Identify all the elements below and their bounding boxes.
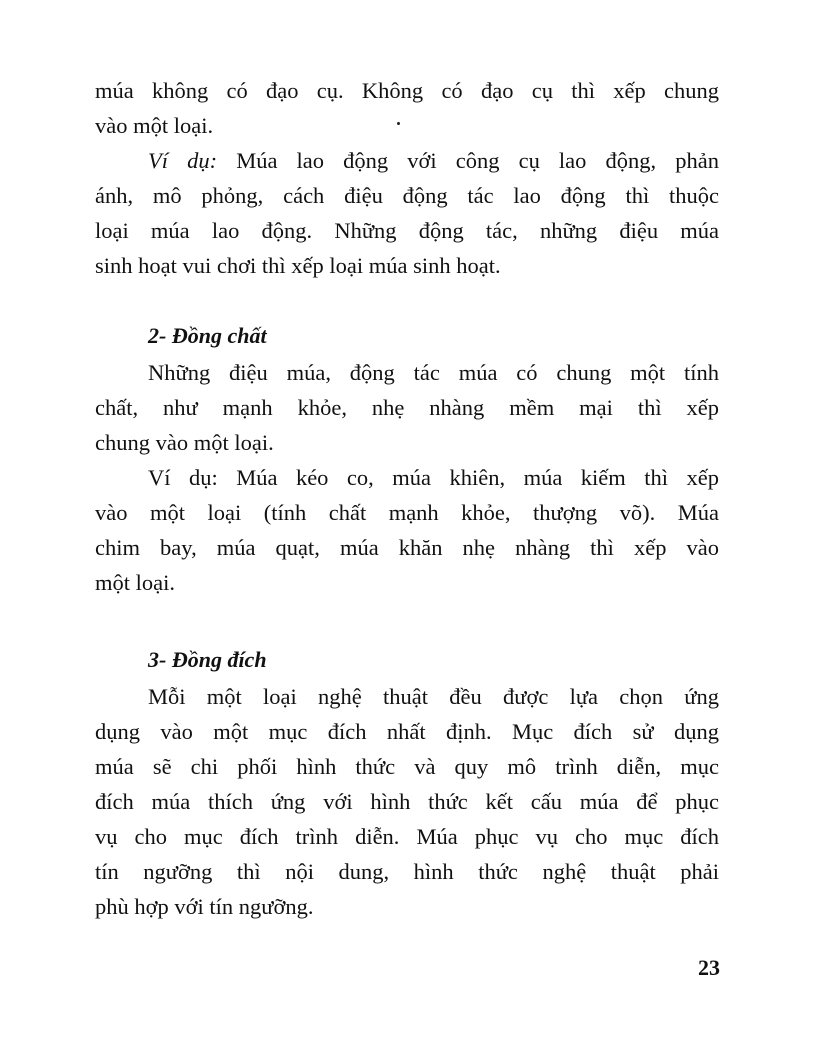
page-body <box>95 73 719 924</box>
paragraph <box>95 679 719 924</box>
text-line: chim bay, múa quạt, múa khăn nhẹ nhàng thì xếp vào <box>95 535 719 560</box>
text-line: ánh, mô phỏng, cách điệu động tác lao động thì thuộc <box>95 183 719 208</box>
text-line: tín ngưỡng thì nội dung, hình thức nghệ thuật phải <box>95 859 719 884</box>
section-heading: 3- Đồng đích <box>148 647 267 672</box>
text-line: Những điệu múa, động tác múa có chung một tính <box>148 360 719 385</box>
text-line: một loại. <box>95 570 175 595</box>
text-line: vào một loại. <box>95 113 214 138</box>
example-lead: Ví dụ: <box>148 148 218 173</box>
text-line: múa không có đạo cụ. Không có đạo cụ thì xếp chung <box>95 78 719 103</box>
text-line: dụng vào một mục đích nhất định. Mục đích sử dụng <box>95 719 719 744</box>
text-line: đích múa thích ứng với hình thức kết cấu múa để phục <box>95 789 719 814</box>
text-line: vào một loại (tính chất mạnh khỏe, thượng võ). Múa <box>95 500 719 525</box>
text-line: vụ cho mục đích trình diễn. Múa phục vụ cho mục đích <box>95 824 719 849</box>
text-line: Mỗi một loại nghệ thuật đều được lựa chọn ứng <box>148 684 719 709</box>
page-number: 23 <box>698 955 720 980</box>
paragraph <box>95 460 719 600</box>
paragraph <box>95 355 719 460</box>
text-line <box>95 143 719 178</box>
paragraph <box>95 73 719 143</box>
text-line: chung vào một loại. <box>95 430 274 455</box>
section-heading: 2- Đồng chất <box>148 323 267 348</box>
text-line: phù hợp với tín ngưỡng. <box>95 894 314 919</box>
text-span: Múa lao động với công cụ lao động, phản <box>217 148 719 173</box>
text-line: Ví dụ: Múa kéo co, múa khiên, múa kiếm thì xếp <box>148 465 719 490</box>
text-line: loại múa lao động. Những động tác, những điệu múa <box>95 218 719 243</box>
text-line: chất, như mạnh khỏe, nhẹ nhàng mềm mại thì xếp <box>95 395 719 420</box>
paragraph-example <box>95 143 719 283</box>
text-line: sinh hoạt vui chơi thì xếp loại múa sinh hoạt. <box>95 253 501 278</box>
text-line: múa sẽ chi phối hình thức và quy mô trình diễn, mục <box>95 754 719 779</box>
